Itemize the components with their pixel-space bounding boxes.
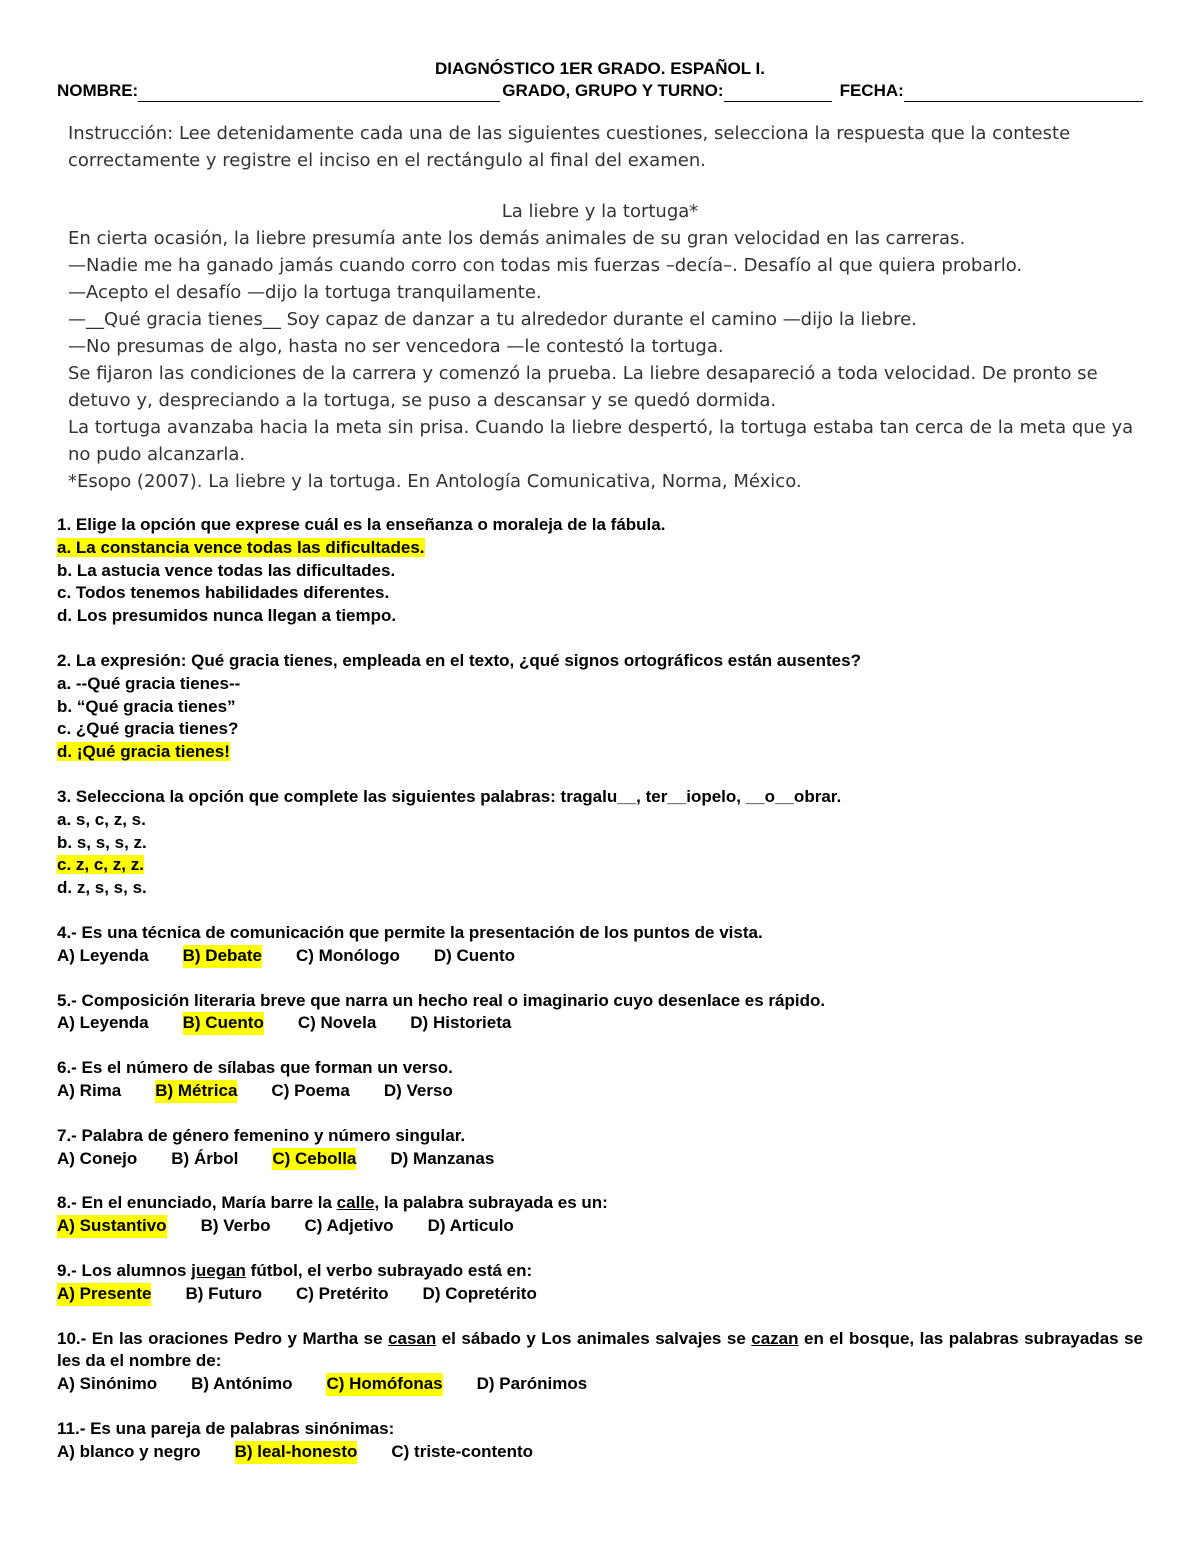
question-text-part: 10.- En las oraciones Pedro y Martha se	[57, 1328, 389, 1348]
option-a-correct[interactable]: a. La constancia vence todas las dificultades.	[57, 537, 425, 557]
story-line: En cierta ocasión, la liebre presumía ante los demás animales de su gran velocidad en las carreras.	[68, 228, 966, 249]
option-a[interactable]: A) blanco y negro	[57, 1441, 201, 1461]
story-line: —Nadie me ha ganado jamás cuando corro con todas mis fuerzas –decía–. Desafío al que quiera probarlo.	[68, 255, 1023, 276]
option-a[interactable]: a. --Qué gracia tienes--	[57, 673, 241, 693]
option-b[interactable]: B) Antónimo	[191, 1374, 293, 1394]
option-d-correct[interactable]: d. ¡Qué gracia tienes!	[57, 742, 230, 762]
question-4	[57, 922, 1143, 968]
question-1	[57, 514, 1143, 628]
question-6	[57, 1057, 1143, 1103]
grado-blank[interactable]	[724, 84, 832, 102]
fecha-label: FECHA:	[839, 81, 904, 100]
option-c[interactable]: c. Todos tenemos habilidades diferentes.	[57, 583, 390, 603]
question-5	[57, 990, 1143, 1036]
story-line: —No presumas de algo, hasta no ser vencedora —le contestó la tortuga.	[68, 336, 724, 357]
fecha-blank[interactable]	[904, 84, 1143, 102]
question-text-part: 8.- En el enunciado, María barre la	[57, 1193, 337, 1213]
header-fields	[57, 80, 1143, 102]
underlined-word: casan	[388, 1328, 437, 1348]
question-text: 4.- Es una técnica de comunicación que permite la presentación de los puntos de vista.	[57, 922, 763, 942]
question-text: 5.- Composición literaria breve que narra un hecho real o imaginario cuyo desenlace es rápido.	[57, 990, 826, 1010]
exam-title: DIAGNÓSTICO 1ER GRADO. ESPAÑOL I.	[435, 59, 765, 78]
questions	[57, 514, 1143, 1464]
option-c[interactable]: C) Adjetivo	[304, 1216, 394, 1236]
option-b[interactable]: b. s, s, s, z.	[57, 832, 147, 852]
story-title: La liebre y la tortuga*	[501, 201, 699, 222]
option-d[interactable]: D) Cuento	[433, 945, 516, 965]
option-a-correct[interactable]: A) Presente	[57, 1283, 151, 1306]
option-b-correct[interactable]: B) leal-honesto	[235, 1441, 358, 1464]
option-a[interactable]: A) Leyenda	[57, 1013, 149, 1033]
question-text-part: , la palabra subrayada es un:	[374, 1193, 608, 1213]
question-text	[57, 1192, 1143, 1215]
option-d[interactable]: d. Los presumidos nunca llegan a tiempo.	[57, 606, 397, 626]
question-text: 11.- Es una pareja de palabras sinónimas:	[57, 1418, 395, 1438]
question-text: 6.- Es el número de sílabas que forman un verso.	[57, 1058, 453, 1078]
option-d[interactable]: D) Articulo	[427, 1216, 514, 1236]
option-d[interactable]: D) Parónimos	[476, 1374, 588, 1394]
option-c-correct[interactable]: C) Homófonas	[326, 1373, 442, 1396]
option-d[interactable]: d. z, s, s, s.	[57, 878, 147, 898]
option-a[interactable]: A) Rima	[57, 1080, 122, 1100]
option-c[interactable]: C) Novela	[297, 1013, 377, 1033]
story-line: Se fijaron las condiciones de la carrera y comenzó la prueba. La liebre desapareció a toda velocidad. De pronto se detuvo y, despreciando a la tortuga, se puso a descansar y se quedó dormida.	[68, 363, 1098, 411]
option-c[interactable]: C) Pretérito	[295, 1283, 389, 1303]
question-text-part: el sábado y Los animales salvajes se	[436, 1328, 752, 1348]
nombre-blank[interactable]	[138, 84, 500, 102]
story-line: —Acepto el desafío —dijo la tortuga tranquilamente.	[68, 282, 542, 303]
nombre-label: NOMBRE:	[57, 81, 139, 100]
option-d[interactable]: D) Copretérito	[422, 1283, 537, 1303]
option-d[interactable]: D) Verso	[383, 1080, 453, 1100]
grado-label: GRADO, GRUPO Y TURNO:	[502, 81, 724, 100]
option-b[interactable]: B) Futuro	[185, 1283, 262, 1303]
option-b[interactable]: B) Verbo	[200, 1216, 271, 1236]
question-11	[57, 1418, 1143, 1464]
option-c[interactable]: C) triste-contento	[391, 1441, 534, 1461]
option-b-correct[interactable]: B) Cuento	[183, 1012, 264, 1035]
question-text	[57, 1260, 1143, 1283]
story-text	[68, 225, 1143, 495]
story-line: —__Qué gracia tienes__ Soy capaz de danzar a tu alrededor durante el camino —dijo la liebre.	[68, 309, 917, 330]
question-2	[57, 650, 1143, 764]
option-a[interactable]: A) Conejo	[57, 1148, 138, 1168]
option-d[interactable]: D) Historieta	[410, 1013, 512, 1033]
underlined-word: juegan	[191, 1260, 246, 1280]
option-a-correct[interactable]: A) Sustantivo	[57, 1215, 167, 1238]
question-text	[57, 1328, 1143, 1374]
option-d[interactable]: D) Manzanas	[390, 1148, 495, 1168]
question-8	[57, 1192, 1143, 1238]
underlined-word: calle	[336, 1193, 375, 1213]
option-c-correct[interactable]: c. z, c, z, z.	[57, 855, 144, 875]
option-b[interactable]: b. “Qué gracia tienes”	[57, 696, 236, 716]
option-a[interactable]: a. s, c, z, s.	[57, 809, 146, 829]
question-3	[57, 786, 1143, 900]
option-a[interactable]: A) Leyenda	[57, 945, 149, 965]
question-text-part: en el bosque, las palabras subrayadas se les da el nombre de:	[57, 1328, 1143, 1371]
exam-page	[57, 58, 1143, 1486]
option-a[interactable]: A) Sinónimo	[57, 1374, 158, 1394]
story-line: La tortuga avanzaba hacia la meta sin prisa. Cuando la liebre despertó, la tortuga estaba tan cerca de la meta que ya no pudo alcanzarla.	[68, 417, 1134, 465]
question-text: 3. Selecciona la opción que complete las siguientes palabras: tragalu__, ter__iopelo, __o__obrar.	[57, 786, 842, 806]
question-10	[57, 1328, 1143, 1396]
instruction: Instrucción: Lee detenidamente cada una de las siguientes cuestiones, selecciona la respuesta que la conteste correctamente y registre el inciso en el rectángulo al final del examen.	[68, 123, 1071, 171]
underlined-word: cazan	[751, 1328, 799, 1348]
question-7	[57, 1125, 1143, 1171]
question-text: 7.- Palabra de género femenino y número singular.	[57, 1125, 466, 1145]
option-b-correct[interactable]: B) Métrica	[155, 1080, 237, 1103]
question-text-part: 9.- Los alumnos	[57, 1260, 192, 1280]
option-c-correct[interactable]: C) Cebolla	[272, 1148, 356, 1171]
option-b-correct[interactable]: B) Debate	[183, 945, 262, 968]
option-c[interactable]: C) Monólogo	[296, 945, 400, 965]
option-b[interactable]: b. La astucia vence todas las dificultades.	[57, 560, 396, 580]
question-9	[57, 1260, 1143, 1306]
option-c[interactable]: c. ¿Qué gracia tienes?	[57, 719, 239, 739]
option-b[interactable]: B) Árbol	[171, 1148, 239, 1168]
story-citation: *Esopo (2007). La liebre y la tortuga. En Antología Comunicativa, Norma, México.	[68, 471, 802, 492]
question-text: 2. La expresión: Qué gracia tienes, empleada en el texto, ¿qué signos ortográficos están ausentes?	[57, 650, 861, 670]
question-text-part: fútbol, el verbo subrayado está en:	[245, 1260, 533, 1280]
question-text: 1. Elige la opción que exprese cuál es la enseñanza o moraleja de la fábula.	[57, 515, 666, 534]
option-c[interactable]: C) Poema	[271, 1080, 350, 1100]
